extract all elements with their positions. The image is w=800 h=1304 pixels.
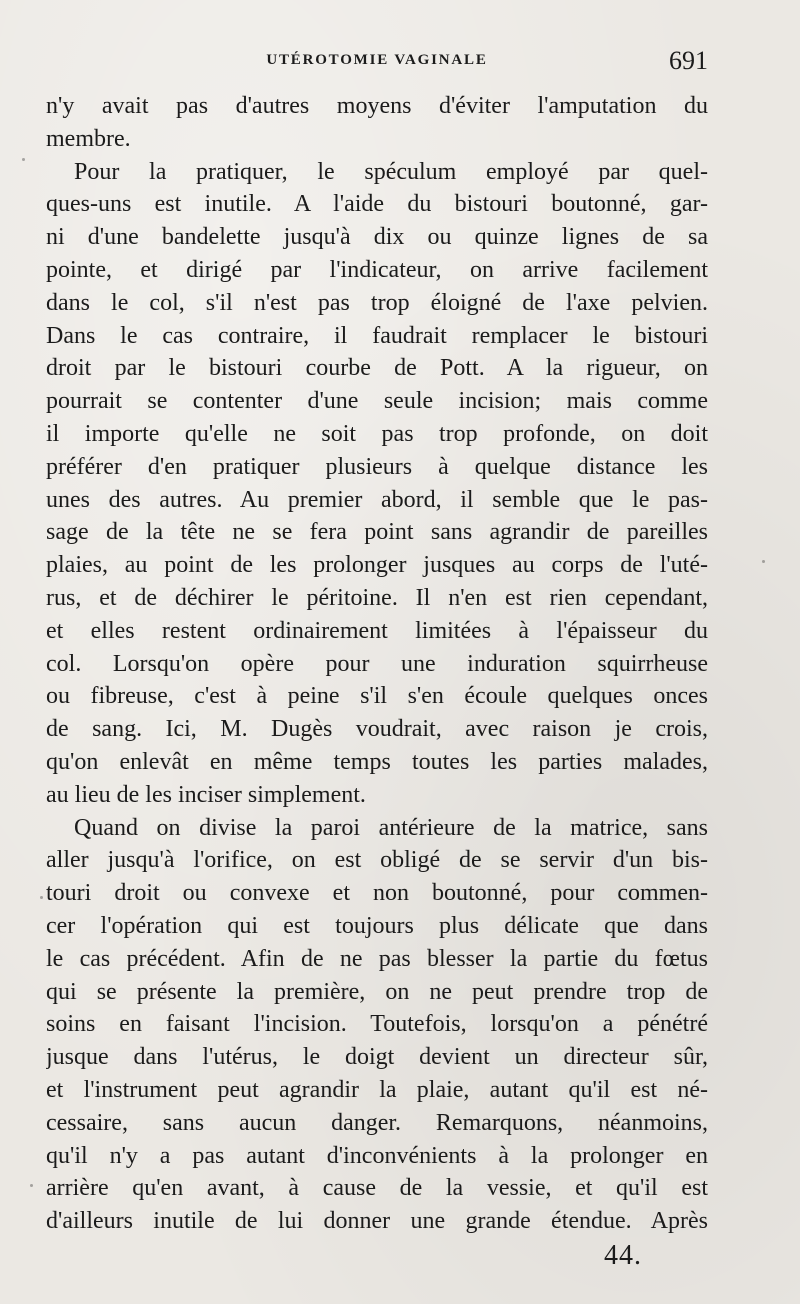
text-line: plaies, au point de les prolonger jusques au corps de l'uté- (46, 552, 708, 579)
page-header (46, 46, 708, 80)
body-text (46, 90, 708, 1238)
text-line: Pour la pratiquer, le spéculum employé par quel- (74, 158, 708, 185)
text-line: et elles restent ordinairement limitées à l'épaisseur du (46, 617, 708, 644)
text-line: dans le col, s'il n'est pas trop éloigné de l'axe pelvien. (46, 289, 708, 316)
text-line: d'ailleurs inutile de lui donner une grande étendue. Après (46, 1208, 708, 1235)
text-line: et l'instrument peut agrandir la plaie, autant qu'il est né- (46, 1076, 708, 1103)
text-line: jusque dans l'utérus, le doigt devient un directeur sûr, (46, 1044, 708, 1071)
text-line: Dans le cas contraire, il faudrait remplacer le bistouri (46, 322, 708, 349)
page-number: 691 (669, 46, 708, 75)
text-line: cer l'opération qui est toujours plus délicate que dans (46, 912, 708, 939)
text-line: de sang. Ici, M. Dugès voudrait, avec raison je crois, (46, 716, 708, 743)
text-line: unes des autres. Au premier abord, il semble que le pas- (46, 486, 708, 513)
paper-speck (762, 560, 765, 563)
text-line: sage de la tête ne se fera point sans agrandir de pareilles (46, 519, 708, 546)
text-line: touri droit ou convexe et non boutonné, pour commen- (46, 880, 708, 907)
paper-speck (40, 896, 43, 899)
text-line: droit par le bistouri courbe de Pott. A la rigueur, on (46, 355, 708, 382)
text-line: ni d'une bandelette jusqu'à dix ou quinze lignes de sa (46, 224, 708, 251)
text-line: arrière qu'en avant, à cause de la vessie, et qu'il est (46, 1175, 708, 1202)
text-line: col. Lorsqu'on opère pour une induration squirrheuse (46, 650, 708, 677)
text-line: le cas précédent. Afin de ne pas blesser la partie du fœtus (46, 945, 708, 972)
text-line: pourrait se contenter d'une seule incision; mais comme (46, 388, 708, 415)
paper-speck (22, 158, 25, 161)
text-line: pointe, et dirigé par l'indicateur, on arrive facilement (46, 256, 708, 283)
text-line: rus, et de déchirer le péritoine. Il n'en est rien cependant, (46, 584, 708, 611)
paper-speck (30, 1184, 33, 1187)
text-line: soins en faisant l'incision. Toutefois, lorsqu'on a pénétré (46, 1011, 708, 1038)
text-line: Quand on divise la paroi antérieure de la matrice, sans (74, 814, 708, 841)
text-line: au lieu de les inciser simplement. (46, 781, 366, 808)
text-line: ou fibreuse, c'est à peine s'il s'en écoule quelques onces (46, 683, 708, 710)
running-title: UTÉROTOMIE VAGINALE (266, 52, 488, 68)
text-line: n'y avait pas d'autres moyens d'éviter l'amputation du (46, 93, 708, 119)
text-line: préférer d'en pratiquer plusieurs à quelque distance les (46, 453, 708, 480)
signature-mark: 44. (604, 1240, 642, 1271)
text-line: aller jusqu'à l'orifice, on est obligé de se servir d'un bis- (46, 847, 708, 874)
text-line: membre. (46, 125, 131, 152)
text-line: il importe qu'elle ne soit pas trop profonde, on doit (46, 420, 708, 447)
text-line: cessaire, sans aucun danger. Remarquons, néanmoins, (46, 1109, 708, 1136)
text-line: ques-uns est inutile. A l'aide du bistouri boutonné, gar- (46, 191, 708, 218)
text-line: qui se présente la première, on ne peut prendre trop de (46, 978, 708, 1005)
text-line: qu'il n'y a pas autant d'inconvénients à la prolonger en (46, 1142, 708, 1169)
text-line: qu'on enlevât en même temps toutes les parties malades, (46, 748, 708, 775)
